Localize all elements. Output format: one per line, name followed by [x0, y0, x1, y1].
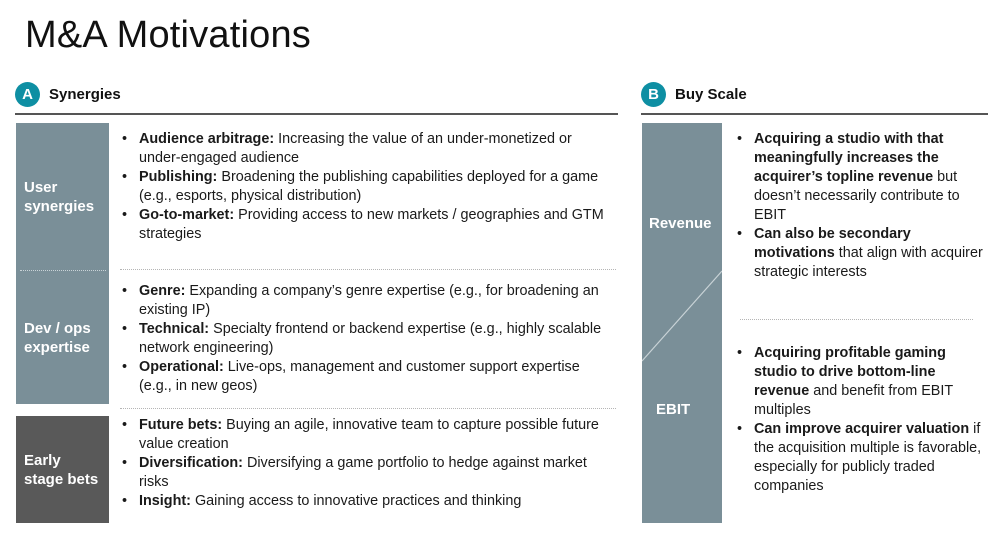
sidebar-early-stage [16, 416, 109, 523]
synergies-header [15, 82, 121, 107]
user-synergies-label: User synergies [24, 178, 95, 215]
diagonal-divider [642, 123, 722, 523]
list-item: • Acquiring a studio with that meaningfully increases the acquirer’s topline revenue but doesn’t necessarily contribute to EBIT [735, 130, 987, 225]
sidebar-dev-ops [16, 271, 109, 404]
buy-scale-sidebar [642, 123, 722, 523]
synergies-rule [15, 113, 618, 115]
list-item: • Can also be secondary motivations that align with acquirer strategic interests [735, 225, 987, 282]
early-stage-list [120, 416, 610, 511]
buy-scale-rule [641, 113, 988, 115]
early-stage-label: Early stage bets [24, 451, 99, 488]
divider-3 [740, 319, 973, 320]
revenue-label: Revenue [649, 215, 712, 232]
synergies-heading: Synergies [49, 86, 121, 103]
divider-2 [120, 408, 616, 409]
list-item: • Future bets: Buying an agile, innovative team to capture possible future value creation [120, 416, 610, 454]
list-item: • Acquiring profitable gaming studio to drive bottom-line revenue and benefit from EBIT multiples [735, 344, 990, 420]
divider-1 [120, 269, 616, 270]
sidebar-user-synergies [16, 123, 109, 270]
buy-scale-heading: Buy Scale [675, 86, 747, 103]
ebit-list [735, 344, 990, 496]
revenue-list [735, 130, 987, 282]
list-item: • Insight: Gaining access to innovative practices and thinking [120, 492, 610, 511]
list-item: • Go-to-market: Providing access to new markets / geographies and GTM strategies [120, 206, 610, 244]
list-item: • Diversification: Diversifying a game portfolio to hedge against market risks [120, 454, 610, 492]
list-item: • Can improve acquirer valuation if the acquisition multiple is favorable, especially for publicly traded companies [735, 420, 990, 496]
list-item: • Operational: Live-ops, management and customer support expertise (e.g., in new geos) [120, 358, 615, 396]
page-title: M&A Motivations [25, 14, 311, 56]
user-synergies-list [120, 130, 610, 244]
dev-ops-label: Dev / ops expertise [24, 319, 91, 356]
list-item: • Genre: Expanding a company’s genre expertise (e.g., for broadening an existing IP) [120, 282, 615, 320]
dev-ops-list [120, 282, 615, 396]
section-b-badge: B [641, 82, 666, 107]
ebit-label: EBIT [656, 401, 691, 418]
list-item: • Audience arbitrage: Increasing the value of an under-monetized or under-engaged audience [120, 130, 610, 168]
list-item: • Publishing: Broadening the publishing capabilities deployed for a game (e.g., esports, physical distribution) [120, 168, 610, 206]
list-item: • Technical: Specialty frontend or backend expertise (e.g., highly scalable network engineering) [120, 320, 615, 358]
section-a-badge: A [15, 82, 40, 107]
buy-scale-header [641, 82, 747, 107]
